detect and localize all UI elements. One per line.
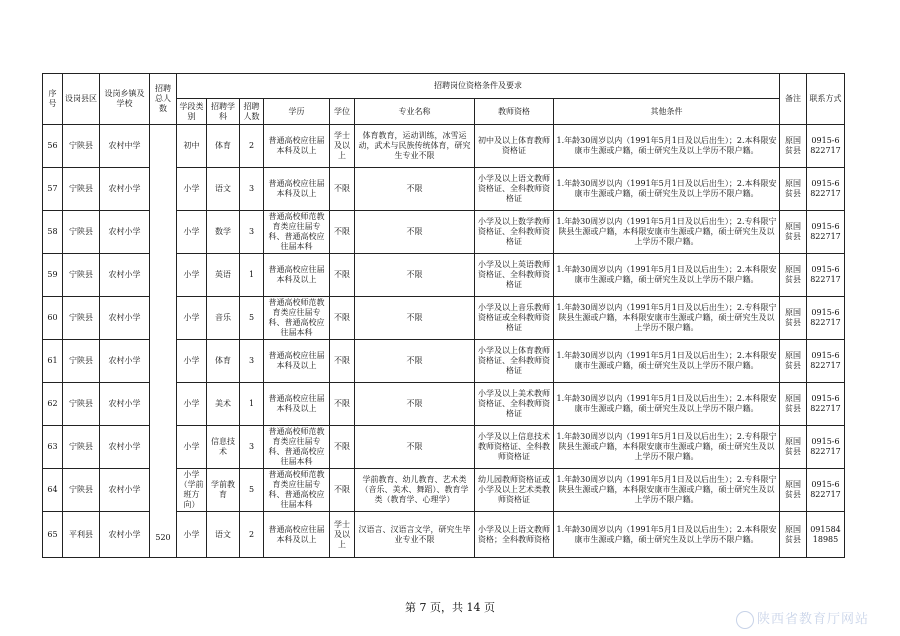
- cell-county-text: 平利县: [69, 529, 93, 539]
- cell-contact: [807, 426, 845, 469]
- cell-stage: [177, 426, 207, 469]
- cell-major-text: 不限: [406, 356, 423, 365]
- cell-stage-text: 小学: [183, 399, 200, 408]
- cell-county: [63, 254, 100, 297]
- cell-school: [100, 469, 150, 512]
- cell-major-text: 不限: [406, 227, 423, 236]
- cell-remark-text: 原国贫县: [785, 524, 801, 544]
- cell-remark-text: 原国贫县: [785, 179, 801, 198]
- cell-degree-text: 不限: [334, 313, 350, 322]
- cell-seq: [43, 512, 63, 558]
- cell-cert: [475, 512, 554, 558]
- cell-remark: [780, 340, 807, 383]
- cell-other: [554, 297, 780, 340]
- cell-school-text: 农村小学: [108, 270, 141, 279]
- cell-county-text: 宁陕县: [69, 141, 93, 150]
- cell-other: [554, 211, 780, 254]
- cell-major: [355, 512, 475, 558]
- cell-county: [63, 383, 100, 426]
- cell-major-text: 不限: [406, 399, 423, 408]
- cell-subject-text: 美术: [215, 399, 231, 408]
- cell-major-text: 不限: [406, 442, 423, 451]
- cell-cert: [475, 254, 554, 297]
- cell-county-text: 宁陕县: [69, 485, 93, 494]
- cell-degree: [330, 125, 355, 168]
- cell-remark-text: 原国贫县: [785, 480, 801, 499]
- cell-education: [264, 168, 330, 211]
- cell-seq: [43, 469, 63, 512]
- cell-degree-text: 学士及以上: [334, 519, 350, 549]
- cell-contact: [807, 211, 845, 254]
- cell-remark-text: 原国贫县: [785, 308, 801, 327]
- cell-subject: [207, 469, 240, 512]
- cell-other-text: 1.年龄30周岁以内（1991年5月1日及以后出生）；2.本科限安康市生源或户籍，硕士研究生及以上学历不限户籍。: [556, 265, 777, 284]
- header-school: 设岗乡镇及学校: [100, 74, 150, 125]
- site-watermark: [736, 608, 896, 629]
- cell-count: [240, 340, 264, 383]
- cell-stage-text: 小学: [183, 313, 200, 322]
- watermark-text: 陕西省教育厅网站: [757, 612, 870, 627]
- cell-seq-text: 61: [47, 356, 58, 365]
- cell-count: [240, 125, 264, 168]
- cell-school: [100, 340, 150, 383]
- cell-major: [355, 426, 475, 469]
- cell-education-text: 普通高校师范教育类应往届专科、普通高校应往届本科: [268, 427, 325, 466]
- cell-remark-text: 原国贫县: [785, 222, 801, 241]
- cell-count-text: 1: [248, 270, 255, 279]
- cell-county-text: 宁陕县: [69, 184, 93, 193]
- cell-other: [554, 426, 780, 469]
- cell-cert-text: 幼儿园教师资格证或小学及以上艺术类教师资格证: [478, 475, 550, 504]
- cell-stage-text: 小学: [183, 529, 200, 539]
- cell-degree-text: 不限: [334, 485, 350, 494]
- cell-seq: [43, 340, 63, 383]
- cell-remark: [780, 211, 807, 254]
- cell-degree: [330, 297, 355, 340]
- cell-county-text: 宁陕县: [69, 227, 93, 236]
- cell-education-text: 普通高校应往届本科及以上: [268, 136, 325, 155]
- cell-county: [63, 211, 100, 254]
- cell-subject-text: 学前教育: [211, 480, 235, 499]
- cell-degree: [330, 512, 355, 558]
- cell-education: [264, 297, 330, 340]
- cell-seq-text: 59: [47, 270, 58, 279]
- cell-degree: [330, 426, 355, 469]
- cell-subject: [207, 512, 240, 558]
- cell-education: [264, 340, 330, 383]
- cell-major: [355, 297, 475, 340]
- cell-school-text: 农村小学: [108, 184, 141, 193]
- cell-cert: [475, 297, 554, 340]
- cell-contact-text: 0915-6822717: [810, 480, 841, 499]
- cell-degree: [330, 168, 355, 211]
- cell-subject-text: 语文: [215, 184, 231, 193]
- cell-cert-text: 初中及以上体育教师资格证: [478, 136, 550, 155]
- cell-cert: [475, 426, 554, 469]
- cell-count-text: 3: [248, 356, 255, 365]
- cell-stage: [177, 383, 207, 426]
- cell-count: [240, 211, 264, 254]
- cell-other: [554, 512, 780, 558]
- cell-contact-text: 0915-6822717: [810, 265, 841, 284]
- cell-cert-text: 小学及以上音乐教师资格证或全科教师资格证: [478, 303, 550, 332]
- cell-count: [240, 168, 264, 211]
- cell-major-text: 不限: [406, 313, 423, 322]
- cell-subject-text: 体育: [215, 141, 231, 150]
- cell-education-text: 普通高校应往届本科及以上: [268, 179, 325, 198]
- cell-seq-text: 65: [47, 529, 58, 539]
- cell-county-text: 宁陕县: [69, 356, 93, 365]
- cell-education: [264, 469, 330, 512]
- cell-major: [355, 125, 475, 168]
- cell-county-text: 宁陕县: [69, 270, 93, 279]
- cell-other-text: 1.年龄30周岁以内（1991年5月1日及以后出生）；2.专科限宁陕县生源或户籍，本科限安康市生源或户籍，硕士研究生及以上学历不限户籍。: [556, 217, 777, 246]
- cell-cert-text: 小学及以上语文教师资格；全科教师资格: [478, 524, 550, 544]
- cell-contact: [807, 512, 845, 558]
- cell-remark: [780, 254, 807, 297]
- cell-stage: [177, 211, 207, 254]
- cell-school: [100, 383, 150, 426]
- cell-contact-text: 0915-6822717: [810, 179, 841, 198]
- cell-county-text: 宁陕县: [69, 399, 93, 408]
- cell-county: [63, 168, 100, 211]
- cell-stage-text: 初中: [183, 141, 200, 150]
- cell-count: [240, 254, 264, 297]
- cell-cert: [475, 211, 554, 254]
- cell-major: [355, 168, 475, 211]
- cell-contact: [807, 168, 845, 211]
- cell-stage-text: 小学（学前班方向）: [179, 470, 204, 509]
- cell-subject: [207, 254, 240, 297]
- cell-other-text: 1.年龄30周岁以内（1991年5月1日及以后出生）；2.本科限安康市生源或户籍，硕士研究生及以上学历不限户籍。: [556, 394, 777, 413]
- cell-count-text: 3: [248, 184, 255, 193]
- cell-degree-text: 不限: [334, 184, 350, 193]
- cell-major-text: 学前教育、幼儿教育、艺术类（音乐、美术、舞蹈）、教育学类（教育学、心理学）: [360, 475, 469, 504]
- cell-other: [554, 469, 780, 512]
- cell-education-text: 普通高校应往届本科及以上: [268, 351, 325, 370]
- cell-school: [100, 254, 150, 297]
- cell-degree-text: 学士及以上: [334, 131, 350, 160]
- cell-subject-text: 语文: [215, 529, 231, 539]
- cell-degree-text: 不限: [334, 227, 350, 236]
- cell-major-text: 不限: [406, 270, 423, 279]
- cell-remark-text: 原国贫县: [785, 136, 801, 155]
- cell-education: [264, 254, 330, 297]
- cell-cert: [475, 383, 554, 426]
- cell-seq: [43, 125, 63, 168]
- cell-school: [100, 512, 150, 558]
- cell-school: [100, 297, 150, 340]
- cell-degree: [330, 211, 355, 254]
- header-stage: 学段类别: [177, 99, 207, 125]
- cell-subject: [207, 340, 240, 383]
- cell-cert: [475, 125, 554, 168]
- header-degree: 学位: [330, 99, 355, 125]
- cell-seq-text: 60: [47, 313, 58, 322]
- cell-other-text: 1.年龄30周岁以内（1991年5月1日及以后出生）；2.专科限宁陕县生源或户籍，本科限安康市生源或户籍，硕士研究生及以上学历不限户籍。: [556, 303, 777, 332]
- cell-count-text: 1: [248, 399, 255, 408]
- emblem-icon: [736, 611, 754, 629]
- cell-other-text: 1.年龄30周岁以内（1991年5月1日及以后出生）；2.本科限安康市生源或户籍，硕士研究生及以上学历不限户籍。: [556, 136, 777, 155]
- cell-school-text: 农村小学: [108, 356, 141, 365]
- cell-other-text: 1.年龄30周岁以内（1991年5月1日及以后出生）；2.专科限宁陕县生源或户籍，本科限安康市生源或户籍，硕士研究生及以上学历不限户籍。: [556, 432, 777, 461]
- cell-contact: [807, 340, 845, 383]
- cell-cert-text: 小学及以上体育教师资格证、全科教师资格证: [478, 346, 550, 375]
- cell-major: [355, 211, 475, 254]
- cell-other: [554, 254, 780, 297]
- cell-degree: [330, 383, 355, 426]
- cell-count-text: 2: [248, 141, 255, 150]
- cell-stage-text: 小学: [183, 227, 200, 236]
- cell-seq-text: 56: [47, 141, 58, 150]
- cell-remark: [780, 297, 807, 340]
- cell-count: [240, 383, 264, 426]
- cell-degree: [330, 469, 355, 512]
- cell-subject: [207, 426, 240, 469]
- cell-cert-text: 小学及以上信息技术教师资格证、全科教师资格证: [478, 432, 550, 461]
- cell-stage-text: 小学: [183, 184, 200, 193]
- cell-education-text: 普通高校师范教育类应往届专科、普通高校应往届本科: [268, 470, 325, 509]
- cell-cert-text: 小学及以上语文教师资格证、全科教师资格证: [478, 174, 550, 203]
- cell-subject-text: 信息技术: [211, 437, 235, 456]
- cell-seq-text: 63: [47, 442, 58, 451]
- cell-other-text: 1.年龄30周岁以内（1991年5月1日及以后出生）；2.本科限安康市生源或户籍，硕士研究生及以上学历不限户籍。: [556, 179, 777, 198]
- cell-major-text: 汉语言、汉语言文学，研究生毕业专业不限: [358, 524, 471, 544]
- cell-contact-text: 0915-6822717: [810, 222, 841, 241]
- cell-subject: [207, 297, 240, 340]
- cell-county-text: 宁陕县: [69, 442, 93, 451]
- header-group: 招聘岗位资格条件及要求: [177, 74, 780, 99]
- cell-cert-text: 小学及以上美术教师资格证、全科教师资格证: [478, 389, 550, 418]
- cell-count: [240, 469, 264, 512]
- cell-education-text: 普通高校师范教育类应往届专科、普通高校应往届本科: [268, 212, 325, 251]
- cell-degree: [330, 254, 355, 297]
- cell-seq: [43, 426, 63, 469]
- cell-county: [63, 512, 100, 558]
- cell-contact-text: 0915-6822717: [810, 351, 841, 370]
- cell-contact: [807, 254, 845, 297]
- header-major: 专业名称: [355, 99, 475, 125]
- cell-school-text: 农村中学: [108, 141, 141, 150]
- cell-major: [355, 469, 475, 512]
- header-contact: 联系方式: [807, 74, 845, 125]
- cell-school: [100, 426, 150, 469]
- cell-contact-text: 09158418985: [810, 524, 841, 544]
- header-cert: 教师资格: [475, 99, 554, 125]
- cell-school: [100, 125, 150, 168]
- cell-seq: [43, 254, 63, 297]
- cell-subject: [207, 383, 240, 426]
- cell-stage: [177, 297, 207, 340]
- table-row: [43, 125, 845, 168]
- cell-remark: [780, 426, 807, 469]
- cell-major-text: 不限: [406, 184, 423, 193]
- cell-cert-text: 小学及以上英语教师资格证、全科教师资格证: [478, 260, 550, 289]
- header-seq: 序号: [43, 74, 63, 125]
- cell-count: [240, 297, 264, 340]
- cell-seq-text: 57: [47, 184, 58, 193]
- header-county: 设岗县区: [63, 74, 100, 125]
- cell-stage-text: 小学: [183, 270, 200, 279]
- cell-education-text: 普通高校师范教育类应往届专科、普通高校应往届本科: [268, 298, 325, 337]
- cell-stage: [177, 168, 207, 211]
- cell-seq: [43, 297, 63, 340]
- header-count: 招聘人数: [240, 99, 264, 125]
- cell-cert: [475, 168, 554, 211]
- cell-education: [264, 383, 330, 426]
- cell-contact-text: 0915-6822717: [810, 136, 841, 155]
- cell-school-text: 农村小学: [108, 529, 141, 539]
- cell-school-text: 农村小学: [108, 313, 141, 322]
- cell-contact: [807, 297, 845, 340]
- cell-other-text: 1.年龄30周岁以内（1991年5月1日及以后出生）；2.专科限宁陕县生源或户籍，本科限安康市生源或户籍，硕士研究生及以上学历不限户籍。: [556, 475, 777, 504]
- cell-stage: [177, 512, 207, 558]
- cell-stage: [177, 125, 207, 168]
- cell-county: [63, 469, 100, 512]
- cell-education: [264, 512, 330, 558]
- cell-school: [100, 168, 150, 211]
- cell-subject-text: 音乐: [215, 313, 231, 322]
- cell-seq: [43, 168, 63, 211]
- cell-count-text: 3: [248, 227, 255, 236]
- cell-seq: [43, 383, 63, 426]
- cell-school-text: 农村小学: [108, 485, 141, 494]
- cell-contact-text: 0915-6822717: [810, 394, 841, 413]
- cell-contact-text: 0915-6822717: [810, 437, 841, 456]
- cell-count-text: 2: [248, 529, 255, 539]
- cell-remark: [780, 383, 807, 426]
- cell-seq-text: 58: [47, 227, 58, 236]
- cell-remark-text: 原国贫县: [785, 351, 801, 370]
- cell-stage: [177, 340, 207, 383]
- header-total: 招聘总人数: [150, 74, 177, 125]
- cell-subject-text: 数学: [215, 227, 231, 236]
- cell-degree-text: 不限: [334, 442, 350, 451]
- cell-other: [554, 340, 780, 383]
- cell-total-count: 520: [150, 125, 177, 558]
- cell-contact: [807, 469, 845, 512]
- cell-subject: [207, 125, 240, 168]
- cell-other: [554, 125, 780, 168]
- cell-remark: [780, 512, 807, 558]
- cell-remark: [780, 125, 807, 168]
- cell-other-text: 1.年龄30周岁以内（1991年5月1日及以后出生）；2.本科限安康市生源或户籍，硕士研究生及以上学历不限户籍。: [556, 524, 777, 544]
- cell-county: [63, 340, 100, 383]
- cell-cert: [475, 469, 554, 512]
- cell-remark-text: 原国贫县: [785, 394, 801, 413]
- cell-subject-text: 体育: [215, 356, 231, 365]
- cell-education-text: 普通高校应往届本科及以上: [268, 265, 325, 284]
- cell-seq: [43, 211, 63, 254]
- cell-stage-text: 小学: [183, 442, 200, 451]
- page-number: 第 7 页，共 14 页: [405, 601, 495, 614]
- cell-education: [264, 125, 330, 168]
- cell-subject: [207, 168, 240, 211]
- cell-education: [264, 211, 330, 254]
- cell-count-text: 3: [248, 442, 255, 451]
- cell-school-text: 农村小学: [108, 442, 141, 451]
- cell-county: [63, 297, 100, 340]
- cell-major: [355, 254, 475, 297]
- header-other: 其他条件: [554, 99, 780, 125]
- cell-other: [554, 168, 780, 211]
- cell-cert: [475, 340, 554, 383]
- cell-remark-text: 原国贫县: [785, 437, 801, 456]
- cell-count: [240, 426, 264, 469]
- cell-county: [63, 426, 100, 469]
- cell-major: [355, 383, 475, 426]
- cell-other: [554, 383, 780, 426]
- recruitment-table: [42, 73, 845, 558]
- header-remark: 备注: [780, 74, 807, 125]
- cell-contact: [807, 125, 845, 168]
- cell-remark: [780, 168, 807, 211]
- cell-stage: [177, 254, 207, 297]
- header-education: 学历: [264, 99, 330, 125]
- cell-major-text: 体育教育，运动训练，冰雪运动，武术与民族传统体育，研究生专业不限: [358, 131, 471, 160]
- cell-education-text: 普通高校应往届本科及以上: [268, 524, 325, 544]
- cell-count-text: 5: [248, 313, 255, 322]
- cell-school: [100, 211, 150, 254]
- cell-contact: [807, 383, 845, 426]
- cell-degree-text: 不限: [334, 270, 350, 279]
- cell-count-text: 5: [248, 485, 255, 494]
- cell-remark-text: 原国贫县: [785, 265, 801, 284]
- cell-seq-text: 62: [47, 399, 58, 408]
- cell-education-text: 普通高校应往届本科及以上: [268, 394, 325, 413]
- cell-count: [240, 512, 264, 558]
- cell-subject: [207, 211, 240, 254]
- cell-contact-text: 0915-6822717: [810, 308, 841, 327]
- cell-cert-text: 小学及以上数学教师资格证、全科教师资格证: [478, 217, 550, 246]
- cell-degree-text: 不限: [334, 399, 350, 408]
- cell-county-text: 宁陕县: [69, 313, 93, 322]
- cell-major: [355, 340, 475, 383]
- cell-school-text: 农村小学: [108, 227, 141, 236]
- cell-subject-text: 英语: [215, 270, 231, 279]
- cell-remark: [780, 469, 807, 512]
- cell-school-text: 农村小学: [108, 399, 141, 408]
- header-row-1: [43, 74, 845, 99]
- cell-other-text: 1.年龄30周岁以内（1991年5月1日及以后出生）；2.本科限安康市生源或户籍，硕士研究生及以上学历不限户籍。: [556, 351, 777, 370]
- cell-seq-text: 64: [47, 485, 58, 494]
- cell-stage-text: 小学: [183, 356, 200, 365]
- cell-degree-text: 不限: [334, 356, 350, 365]
- cell-stage: [177, 469, 207, 512]
- header-subject: 招聘学科: [207, 99, 240, 125]
- cell-education: [264, 426, 330, 469]
- cell-degree: [330, 340, 355, 383]
- cell-county: [63, 125, 100, 168]
